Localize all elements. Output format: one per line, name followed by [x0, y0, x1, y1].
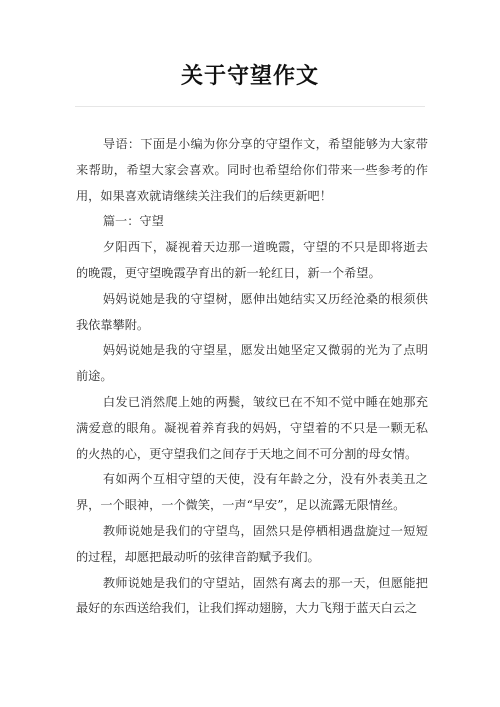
paragraph: 妈妈说她是我的守望星，愿发出她坚定又微弱的光为了点明前途。	[76, 343, 428, 384]
paragraph: 有如两个互相守望的天使，没有年龄之分，没有外表美丑之界，一个眼神，一个微笑，一声“早安”，足以流露无限情丝。	[76, 472, 428, 513]
paragraph: 教师说她是我们的守望站，固然有离去的那一天，但愿能把最好的东西送给我们，让我们挥动翅膀，大力飞翔于蓝天白云之	[76, 575, 428, 616]
paragraph: 教师说她是我们的守望鸟，固然只是停栖相遇盘旋过一短短的过程，却愿把最动听的弦律音韵赋予我们。	[76, 523, 428, 564]
paragraph-heading: 篇一：守望	[102, 214, 164, 229]
paragraph-intro: 导语：下面是小编为你分享的守望作文，希望能够为大家带来帮助，希望大家会喜欢。同时也希望给你们带来一些参考的作用，如果喜欢就请继续关注我们的后续更新吧！	[76, 137, 428, 203]
title-divider	[75, 106, 425, 107]
paragraph: 妈妈说她是我的守望树，愿伸出她结实又历经沧桑的根须供我依靠攀附。	[76, 291, 428, 332]
document-body	[76, 132, 428, 622]
paragraph: 白发已消然爬上她的两鬓，皱纹已在不知不觉中睡在她那充满爱意的眼角。凝视着养育我的妈妈，守望着的不只是一颗无私的火热的心，更守望我们之间存于天地之间不可分割的母女情。	[76, 394, 428, 461]
page-title: 关于守望作文	[180, 64, 319, 89]
paragraph: 夕阳西下，凝视着天边那一道晚霞，守望的不只是即将逝去的晚霞，更守望晚霞孕育出的新一轮红日，新一个希望。	[76, 240, 428, 280]
